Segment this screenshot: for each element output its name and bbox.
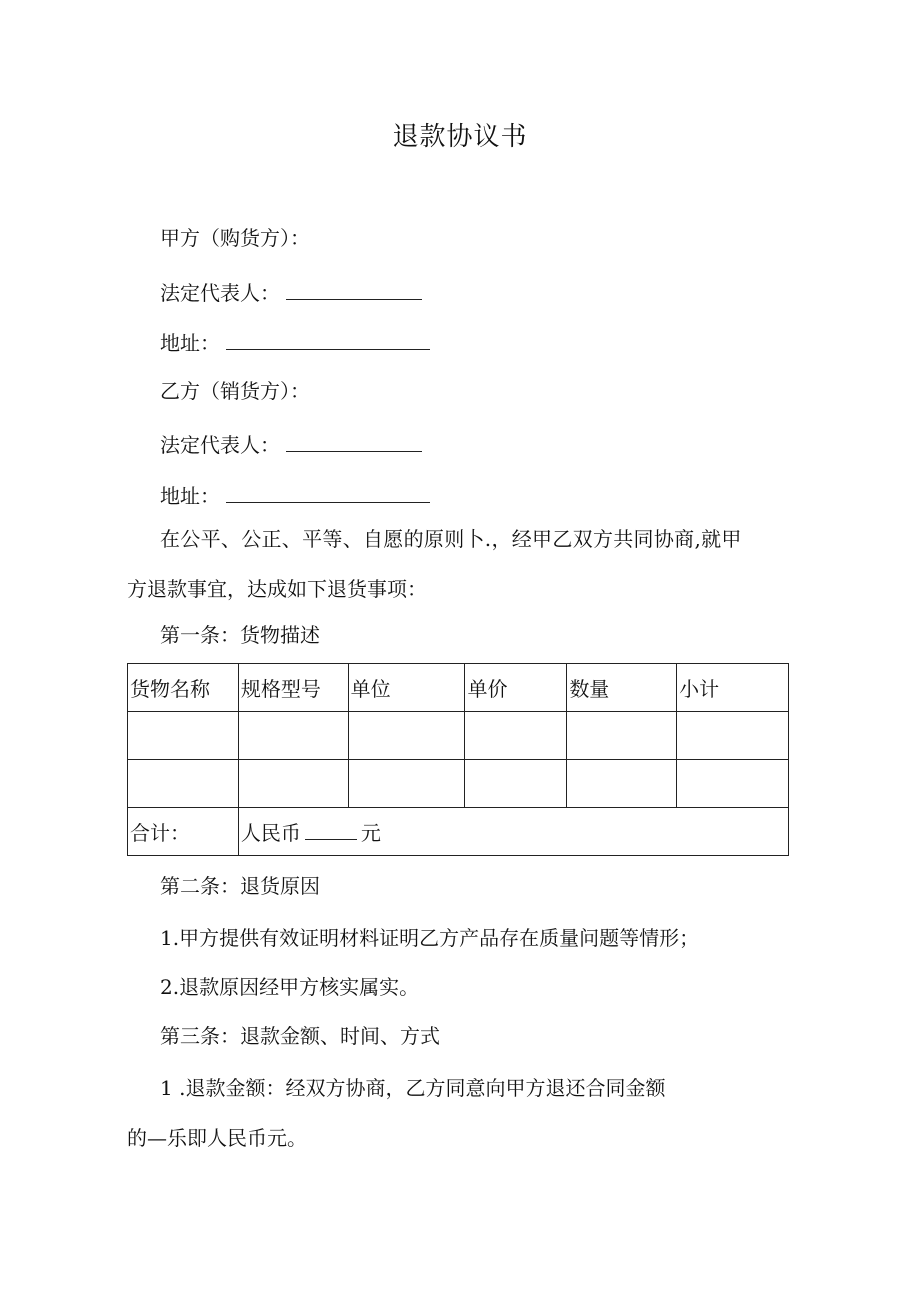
party-b-heading: 乙方（销货方）： [160,379,310,403]
table-total-row [128,808,789,856]
party-b-address-field[interactable] [226,480,430,503]
total-amount-field[interactable] [305,819,357,840]
party-b-rep-field[interactable] [286,429,422,452]
party-a-address-row [160,327,430,358]
article-1-heading: 第一条：货物描述 [160,623,320,647]
party-b-address-row [160,480,430,511]
party-a-address-label: 地址： [160,331,220,355]
intro-line-1: 在公平、公正、平等、自愿的原则卜.，经甲乙双方共同协商,就甲 [160,527,742,551]
article-3-item-1-line-2: 的—乐即人民币元。 [127,1126,307,1150]
intro-line-2: 方退款事宜，达成如下退货事项： [127,577,427,601]
article-3-heading: 第三条：退款金额、时间、方式 [160,1024,440,1048]
header-unit-price: 单价 [465,664,567,712]
table-row [128,760,789,808]
header-quantity: 数量 [567,664,677,712]
table-cell[interactable] [348,712,465,760]
party-b-address-label: 地址： [160,484,220,508]
goods-table [127,663,789,856]
table-cell[interactable] [465,712,567,760]
article-2-item-1: 1.甲方提供有效证明材料证明乙方产品存在质量问题等情形； [160,926,700,950]
table-cell[interactable] [348,760,465,808]
header-spec-model: 规格型号 [238,664,348,712]
party-a-heading: 甲方（购货方）： [160,226,310,250]
party-a-rep-field[interactable] [286,277,422,300]
table-cell[interactable] [677,760,789,808]
table-cell[interactable] [238,712,348,760]
header-subtotal: 小计 [677,664,789,712]
party-a-address-field[interactable] [226,327,430,350]
table-cell[interactable] [465,760,567,808]
article-2-item-2: 2.退款原因经甲方核实属实。 [160,975,420,999]
total-label: 合计： [128,808,239,856]
table-cell[interactable] [677,712,789,760]
total-prefix: 人民币 [240,821,301,845]
header-goods-name: 货物名称 [128,664,239,712]
party-a-rep-label: 法定代表人： [160,281,280,305]
article-3-item-1-line-1: 1 .退款金额：经双方协商，乙方同意向甲方退还合同金额 [160,1076,666,1100]
article-2-heading: 第二条：退货原因 [160,874,320,898]
table-row [128,712,789,760]
table-cell[interactable] [567,760,677,808]
header-unit: 单位 [348,664,465,712]
table-cell[interactable] [238,760,348,808]
total-amount-cell [238,808,788,856]
party-b-rep-row [160,429,422,460]
document-title: 退款协议书 [392,122,528,152]
table-cell[interactable] [128,760,239,808]
total-suffix: 元 [360,821,381,845]
party-b-rep-label: 法定代表人： [160,433,280,457]
table-cell[interactable] [567,712,677,760]
table-header-row [128,664,789,712]
table-cell[interactable] [128,712,239,760]
party-a-rep-row [160,277,422,308]
